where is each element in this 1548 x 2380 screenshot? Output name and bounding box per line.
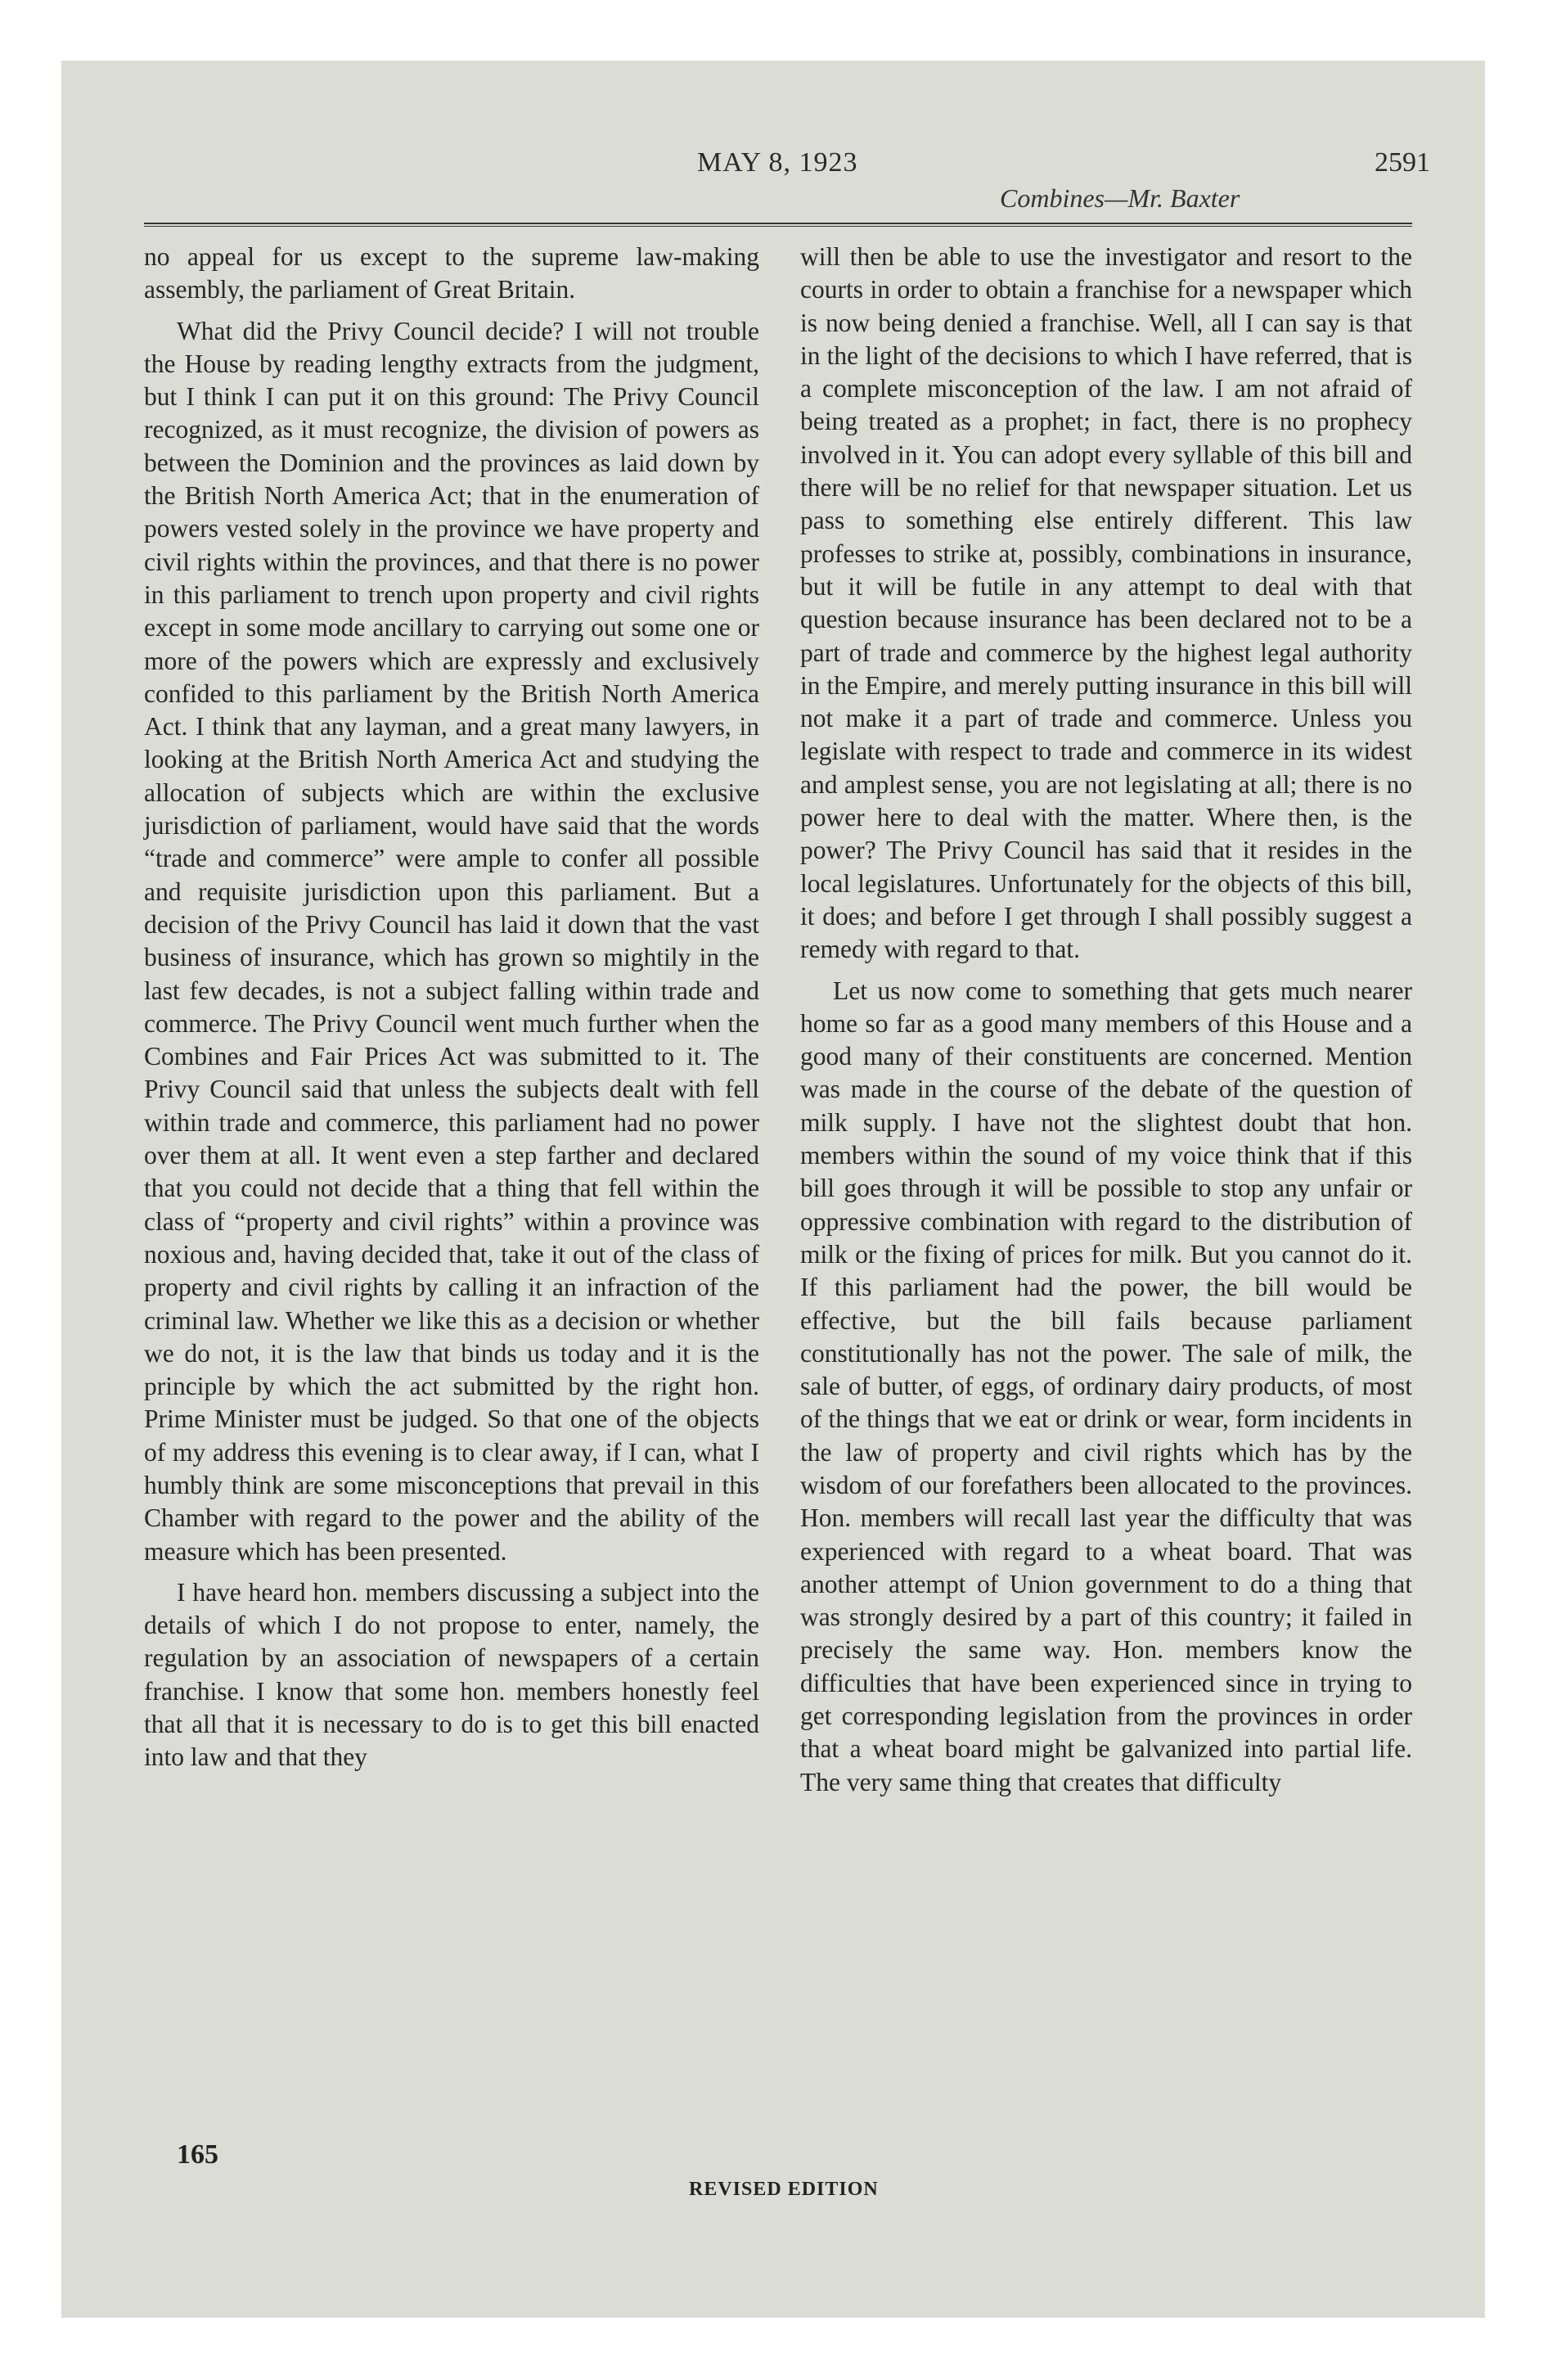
paragraph: no appeal for us except to the supreme law-making assembly, the parliament of Great Britain.: [144, 242, 759, 304]
paragraph: I have heard hon. members discussing a subject into the details of which I do not propose to enter, namely, the regulation by an association of newspapers of a certain franchise. I know that some hon. members honestly feel that all that it is necessary to do is to get this bill enacted into law and that they: [144, 1577, 759, 1772]
paragraph: Let us now come to something that gets much nearer home so far as a good many members of this House and a good many of their constituents are concerned. Mention was made in the course of the debate of the question of milk supply. I have not the slightest doubt that hon. members within the sound of my voice think that if this bill goes through it will be possible to stop any unfair or oppressive combination with regard to the distribution of milk or the fixing of prices for milk. But you cannot do it. If this parliament had the power, the bill would be effective, but the bill fails because parliament constitutionally has not the power. The sale of milk, the sale of butter, of eggs, of ordinary dairy products, of most of the things that we eat or drink or wear, form incidents in the law of property and civil rights which has by the wisdom of our forefathers been allocated to the provinces. Hon. members will recall last year the difficulty that was experienced with regard to a wheat board. That was another attempt of Union government to do a thing that was strongly desired by a part of this country; it failed in precisely the same way. Hon. members know the difficulties that have been experienced since in trying to get corresponding legislation from the provinces in order that a wheat board might be galvanized into partial life. The very same thing that creates that difficulty: [800, 976, 1412, 1796]
header-page-number: 2591: [1375, 147, 1430, 178]
left-column: [144, 241, 759, 1783]
paragraph: will then be able to use the investigator and resort to the courts in order to obtain a franchise for a newspaper which is now being denied a franchise. Well, all I can say is that in the light of the decisions to which I have referred, that is a complete misconception of the law. I am not afraid of being treated as a prophet; in fact, there is no prophecy involved in it. You can adopt every syllable of this bill and there will be no relief for that newspaper situation. Let us pass to something else entirely different. This law professes to strike at, possibly, combinations in insurance, but it will be futile in any attempt to deal with that question because insurance has been declared not to be a part of trade and commerce by the highest legal authority in the Empire, and merely putting insurance in this bill will not make it a part of trade and commerce. Unless you legislate with respect to trade and commerce in its widest and amplest sense, you are not legislating at all; there is no power here to deal with the matter. Where then, is the power? The Privy Council has said that it resides in the local legislatures. Unfortunately for the objects of this bill, it does; and before I get through I shall possibly suggest a remedy with regard to that.: [800, 242, 1412, 964]
paragraph: What did the Privy Council decide? I will not trouble the House by reading lengthy extracts from the judgment, but I think I can put it on this ground: The Privy Council recognized, as it must recognize, the division of powers as between the Dominion and the provinces as laid down by the British North America Act; that in the enumeration of powers vested solely in the province we have property and civil rights within the provinces, and that there is no power in this parliament to trench upon property and civil rights except in some mode ancillary to carrying out some one or more of the powers which are expressly and exclusively confided to this parliament by the British North America Act. I think that any layman, and a great many lawyers, in looking at the British North America Act and studying the allocation of subjects which are within the exclusive jurisdiction of parliament, would have said that the words “trade and commerce” were ample to confer all possible and requisite jurisdiction upon this parliament. But a decision of the Privy Council has laid it down that the vast business of insurance, which has grown so mightily in the last few decades, is not a subject falling within trade and commerce. The Privy Council went much further when the Combines and Fair Prices Act was submitted to it. The Privy Council said that unless the subjects dealt with fell within trade and commerce, this parliament had no power over them at all. It went even a step farther and declared that you could not decide that a thing that fell within the class of “property and civil rights” within a province was noxious and, having decided that, take it out of the class of property and civil rights by calling it an infraction of the criminal law. Whether we like this as a decision or whether we do not, it is the law that binds us today and it is the principle by which the act submitted by the right hon. Prime Minister must be judged. So that one of the objects of my address this evening is to clear away, if I can, what I humbly think are some misconceptions that prevail in this Chamber with regard to the power and the ability of the measure which has been presented.: [144, 316, 759, 1566]
right-column: [800, 241, 1412, 1807]
header-date: MAY 8, 1923: [697, 147, 858, 178]
edition-label: REVISED EDITION: [689, 2179, 879, 2200]
header-rule: [144, 223, 1412, 227]
sheet-number: 165: [177, 2139, 218, 2170]
header-running-title: Combines—Mr. Baxter: [1000, 183, 1240, 213]
